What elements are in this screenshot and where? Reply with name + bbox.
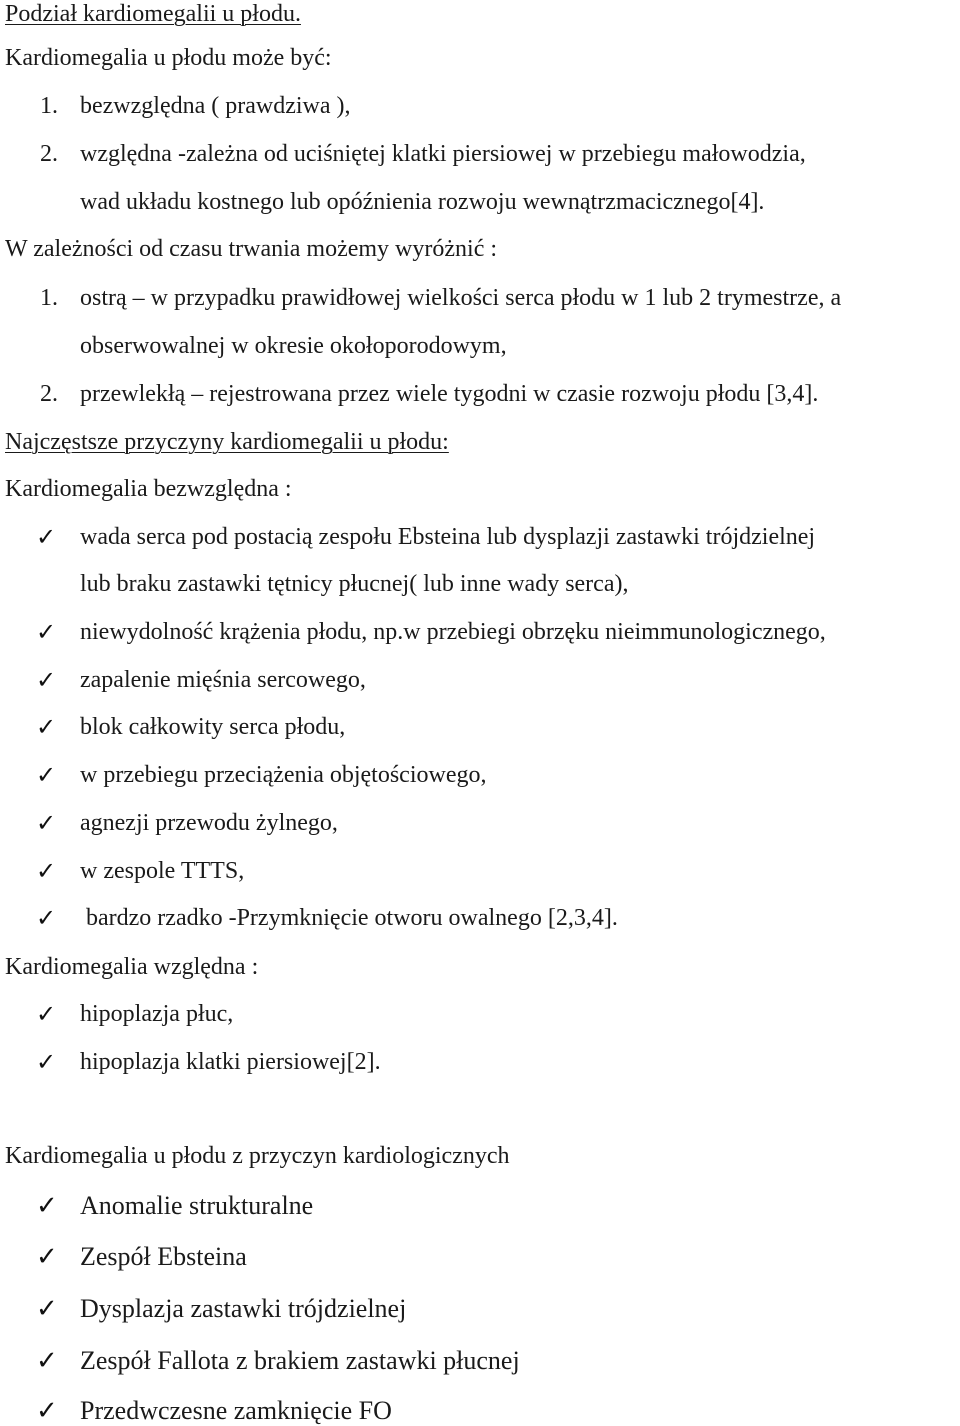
absolute-item-text: w przebiegu przeciążenia objętościowego, xyxy=(80,762,487,788)
intro-text: Kardiomegalia u płodu może być: xyxy=(5,45,332,71)
type-item-text: względna -zależna od uciśniętej klatki piersiowej w przebiegu małowodzia, xyxy=(80,141,806,167)
check-mark-icon: ✓ xyxy=(36,1000,57,1028)
absolute-item-continuation: lub braku zastawki tętnicy płucnej( lub inne wady serca), xyxy=(80,571,629,597)
check-mark-icon: ✓ xyxy=(36,809,57,837)
relative-item-text: hipoplazja płuc, xyxy=(80,1001,234,1027)
check-mark-icon: ✓ xyxy=(36,1048,57,1076)
type-number: 2. xyxy=(40,141,58,167)
relative-item-text: hipoplazja klatki piersiowej[2]. xyxy=(80,1049,381,1075)
type-item-text: bezwzględna ( prawdziwa ), xyxy=(80,93,351,119)
duration-number: 1. xyxy=(40,285,58,311)
section-heading-causes: Najczęstsze przyczyny kardiomegalii u płodu: xyxy=(5,429,449,455)
check-mark-icon: ✓ xyxy=(36,713,57,741)
relative-title: Kardiomegalia względna : xyxy=(5,954,259,980)
duration-number: 2. xyxy=(40,381,58,407)
check-mark-icon: ✓ xyxy=(36,1191,58,1221)
check-mark-icon: ✓ xyxy=(36,761,57,789)
cardio-title: Kardiomegalia u płodu z przyczyn kardiologicznych xyxy=(5,1143,510,1169)
cardio-item-text: Zespół Ebsteina xyxy=(80,1242,247,1271)
absolute-item-text: niewydolność krążenia płodu, np.w przebiegi obrzęku nieimmunologicznego, xyxy=(80,619,826,645)
check-mark-icon: ✓ xyxy=(36,666,57,694)
absolute-item-text: bardzo rzadko -Przymknięcie otworu owalnego [2,3,4]. xyxy=(80,905,618,931)
check-mark-icon: ✓ xyxy=(36,1294,58,1324)
type-number: 1. xyxy=(40,93,58,119)
check-mark-icon: ✓ xyxy=(36,904,57,932)
absolute-item-text: blok całkowity serca płodu, xyxy=(80,714,346,740)
absolute-title: Kardiomegalia bezwzględna : xyxy=(5,476,292,502)
duration-item-text: ostrą – w przypadku prawidłowej wielkości serca płodu w 1 lub 2 trymestrze, a xyxy=(80,285,842,311)
check-mark-icon: ✓ xyxy=(36,523,57,551)
cardio-item-text: Anomalie strukturalne xyxy=(80,1191,314,1220)
duration-item-text: przewlekłą – rejestrowana przez wiele tygodni w czasie rozwoju płodu [3,4]. xyxy=(80,381,819,407)
cardio-item-text: Przedwczesne zamknięcie FO xyxy=(80,1396,392,1425)
absolute-item-text: zapalenie mięśnia sercowego, xyxy=(80,667,366,693)
check-mark-icon: ✓ xyxy=(36,857,57,885)
duration-intro: W zależności od czasu trwania możemy wyróżnić : xyxy=(5,236,498,262)
check-mark-icon: ✓ xyxy=(36,1396,58,1426)
section-heading-classification: Podział kardiomegalii u płodu. xyxy=(5,1,301,27)
absolute-item-text: wada serca pod postacią zespołu Ebsteina lub dysplazji zastawki trójdzielnej xyxy=(80,524,816,550)
cardio-item-text: Zespół Fallota z brakiem zastawki płucnej xyxy=(80,1346,520,1375)
type-item-continuation: wad układu kostnego lub opóźnienia rozwoju wewnątrzmacicznego[4]. xyxy=(80,189,765,215)
check-mark-icon: ✓ xyxy=(36,1346,58,1376)
check-mark-icon: ✓ xyxy=(36,1242,58,1272)
absolute-item-text: agnezji przewodu żylnego, xyxy=(80,810,338,836)
check-mark-icon: ✓ xyxy=(36,618,57,646)
cardio-item-text: Dysplazja zastawki trójdzielnej xyxy=(80,1294,407,1323)
duration-item-continuation: obserwowalnej w okresie okołoporodowym, xyxy=(80,333,507,359)
absolute-item-text: w zespole TTTS, xyxy=(80,858,245,884)
